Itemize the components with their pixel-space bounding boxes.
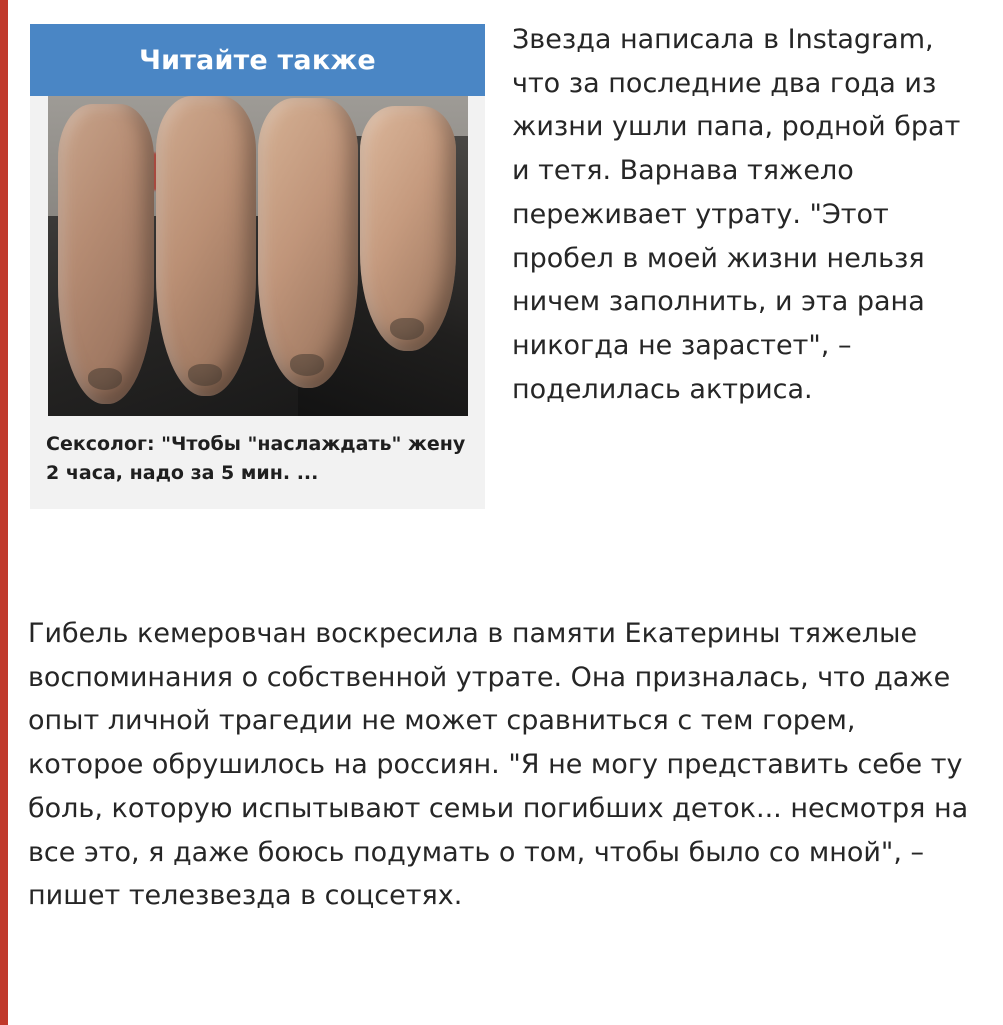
promo-header <box>30 24 485 96</box>
photo-finger-4 <box>360 106 456 351</box>
photo-finger-2 <box>156 96 256 396</box>
promo-card[interactable] <box>30 24 485 509</box>
photo-nail-1 <box>88 368 122 390</box>
photo-nail-2 <box>188 364 222 386</box>
promo-header-label: Читайте также <box>139 44 376 76</box>
photo-nail-3 <box>290 354 324 376</box>
promo-caption[interactable]: Сексолог: "Чтобы "наслаждать" жену 2 часа, надо за 5 мин. ... <box>46 433 466 485</box>
article-paragraph-bottom: Гибель кемеровчан воскресила в памяти Екатерины тяжелые воспоминания о собственной утрате. Она призналась, что даже опыт личной трагедии не может сравниться с тем горем, которое обрушилось на россиян. "Я не могу представить себе ту боль, которую испытывают семьи погибших деток... несмотря на все это, я даже боюсь подумать о том, чтобы было со мной", – пишет телезвезда в соцсетях. <box>28 618 969 912</box>
photo-finger-3 <box>258 98 358 388</box>
photo-nail-4 <box>390 318 424 340</box>
left-accent-strip <box>0 0 8 1025</box>
article-paragraph-right: Звезда написала в Instagram, что за последние два года из жизни ушли папа, родной брат и тетя. Варнава тяжело переживает утрату. "Этот пробел в моей жизни нельзя ничем заполнить, и эта рана никогда не зарастет", – поделилась актриса. <box>512 24 961 405</box>
promo-image[interactable] <box>48 96 468 416</box>
photo-finger-1 <box>58 104 154 404</box>
